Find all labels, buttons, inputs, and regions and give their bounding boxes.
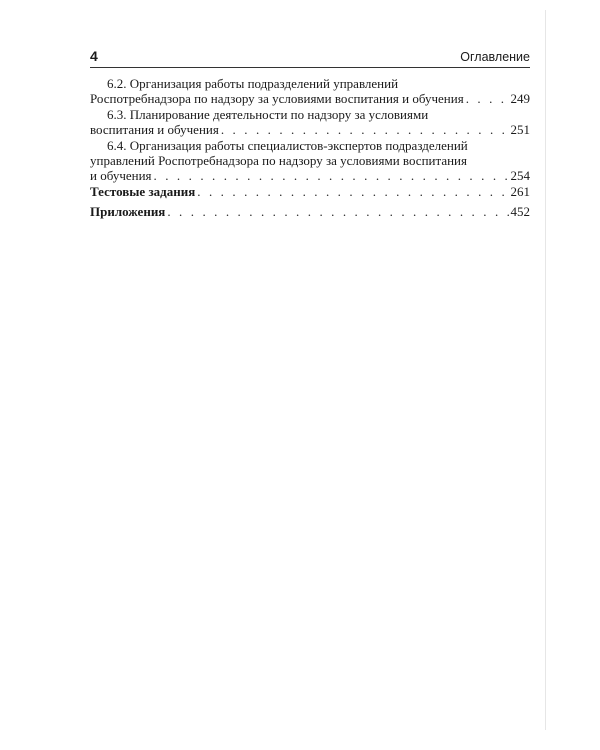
toc-leader-dots bbox=[154, 168, 509, 183]
toc-page-number: 251 bbox=[510, 122, 530, 138]
toc-entry-6-4 bbox=[90, 138, 530, 184]
toc-line bbox=[90, 153, 530, 168]
toc-section-title: Приложения bbox=[90, 204, 166, 220]
toc-entry-text: Роспотребнадзора по надзору за условиями воспитания и обучения bbox=[90, 91, 464, 107]
toc-leader-dots bbox=[197, 184, 508, 199]
toc-line bbox=[90, 107, 530, 122]
toc-entry-number: 6.4. bbox=[107, 137, 127, 153]
header-rule bbox=[90, 67, 530, 68]
toc-entry-text: и обучения bbox=[90, 168, 152, 184]
toc-entry-6-3 bbox=[90, 107, 530, 138]
page-header bbox=[90, 46, 530, 64]
running-head: Оглавление bbox=[460, 50, 530, 64]
toc-leader-dots bbox=[221, 122, 509, 137]
toc-entry-text: Организация работы специалистов-экспертов подразделений bbox=[129, 137, 468, 153]
toc-line bbox=[90, 184, 530, 199]
page-edge-line bbox=[545, 10, 546, 730]
toc-entry-tests bbox=[90, 184, 530, 199]
toc-line bbox=[90, 122, 530, 137]
toc-line bbox=[90, 204, 530, 219]
toc-page-number: 254 bbox=[510, 168, 530, 184]
toc-line bbox=[90, 168, 530, 183]
toc-entry-6-2 bbox=[90, 76, 530, 107]
toc-entry-text: воспитания и обучения bbox=[90, 122, 219, 138]
toc-page-number: 249 bbox=[510, 91, 530, 107]
toc-entry-appendices bbox=[90, 204, 530, 219]
toc-line bbox=[90, 91, 530, 106]
toc-line bbox=[90, 138, 530, 153]
toc-entry-number: 6.3. bbox=[107, 106, 127, 122]
toc-entry-number: 6.2. bbox=[107, 76, 127, 91]
toc-leader-dots bbox=[167, 204, 508, 219]
table-of-contents bbox=[90, 76, 530, 220]
toc-entry-text: Организация работы подразделений управлений bbox=[129, 76, 399, 91]
toc-leader-dots bbox=[466, 91, 509, 106]
page-number: 4 bbox=[90, 48, 98, 64]
toc-entry-text: управлений Роспотребнадзора по надзору за условиями воспитания bbox=[90, 153, 467, 169]
toc-section-title: Тестовые задания bbox=[90, 183, 196, 199]
toc-page-number: 452 bbox=[510, 204, 530, 220]
toc-line bbox=[90, 76, 530, 91]
toc-page-number: 261 bbox=[510, 183, 530, 199]
toc-entry-text: Планирование деятельности по надзору за условиями bbox=[129, 106, 429, 122]
